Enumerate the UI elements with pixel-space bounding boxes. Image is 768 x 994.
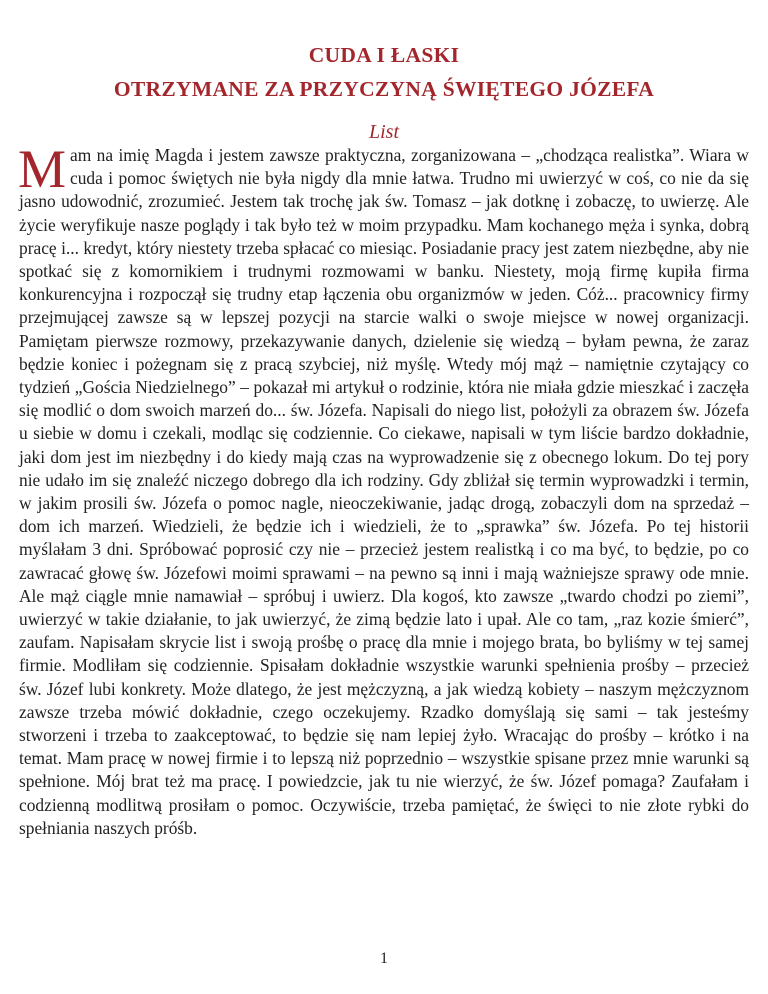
section-subtitle: List [368, 121, 400, 143]
page-title [19, 38, 749, 106]
document-page [19, 38, 749, 840]
drop-cap: M [18, 139, 67, 199]
title-line-2: OTRZYMANE ZA PRZYCZYNĄ ŚWIĘTEGO JÓZEFA [113, 77, 655, 101]
page-number: 1 [380, 950, 388, 967]
article-body [18, 139, 749, 840]
title-line-1: CUDA I ŁASKI [308, 43, 460, 67]
article-text: am na imię Magda i jestem zawsze praktyczna, zorganizowana – „chodząca realistka”. Wiara w cuda i pomoc świętych nie była nigdy dla mnie łatwa. Trudno mi uwierzyć w coś, co nie da się jasno udowodnić, zrozumieć. Jestem tak trochę jak św. Tomasz – jak dotknę i zobaczę, to uwierzę. Ale życie weryfikuje nasze poglądy i tak było też w moim przypadku. Mam kochanego męża i synka, dobrą pracę i... kredyt, który niestety trzeba spłacać co miesiąc. Posiadanie pracy jest zatem niezbędne, aby nie spotkać się z komornikiem i trudnymi rozmowami w banku. Niestety, moją firmę kupiła firma konkurencyjna i rozpoczął się trudny etap łączenia obu organizmów w jeden. Cóż... pracownicy firmy przejmującej zawsze są w lepszej pozycji na starcie walki o swoje miejsce w nowej organizacji. Pamiętam pierwsze rozmowy, przekazywanie danych, dzielenie się wiedzą – byłam pewna, że zaraz będzie koniec i pożegnam się z pracą szybciej, niż myślę. Wtedy mój mąż – namiętnie czytający co tydzień „Gościa Niedzielnego” – pokazał mi artykuł o rodzinie, która nie miała gdzie mieszkać i zaczęła się modlić o dom swoich marzeń do... św. Józefa. Napisali do niego list, położyli za obrazem św. Józefa u siebie w domu i czekali, modląc się codziennie. Co ciekawe, napisali w tym liście bardzo dokładnie, jaki dom jest im niezbędny i do kiedy mają czas na wyprowadzenie się z obecnego lokum. Do tej pory nie udało im się znaleźć niczego dobrego dla ich rodziny. Gdy zbliżał się termin wyprowadzki i termin, w jakim prosili św. Józefa o pomoc nagle, nieoczekiwanie, jadąc drogą, zobaczyli dom na sprzedaż – dom ich marzeń. Wiedzieli, że będzie ich i wiedzieli, że to „sprawka” św. Józefa. Po tej historii myślałam 3 dni. Spróbować poprosić czy nie – przecież jestem realistką i co ma być, to będzie, po co zawracać głowę św. Józefowi moimi sprawami – na pewno są inni i mają ważniejsze sprawy ode mnie. Ale mąż ciągle mnie namawiał – spróbuj i uwierz. Dla kogoś, kto zawsze „twardo chodzi po ziemi”, uwierzyć w takie działanie, to jak uwierzyć, że zimą będzie lato i upał. Ale co tam, „raz kozie śmierć”, zaufam. Napisałam skrycie list i swoją prośbę o pracę dla mnie i mojego brata, bo byliśmy w tej samej firmie. Modliłam się codziennie. Spisałam dokładnie wszystkie warunki spełnienia prośby – przecież św. Józef lubi konkrety. Może dlatego, że jest mężczyzną, a jak wiedzą kobiety – naszym mężczyznom zawsze trzeba mówić dokładnie, czego oczekujemy. Rzadko domyślają się sami – tak jesteśmy stworzeni i trzeba to zaakceptować, to będzie się nam lepiej żyło. Wracając do prośby – krótko i na temat. Mam pracę w nowej firmie i to lepszą niż poprzednio – wszystkie spisane przez mnie warunki są spełnione. Mój brat też ma pracę. I powiedzcie, jak tu nie wierzyć, że św. Józef pomaga? Zaufałam i codzienną modlitwą prosiłam o pomoc. Oczywiście, trzeba pamiętać, że święci to nie złote rybki do spełniania naszych próśb. [19, 145, 749, 838]
